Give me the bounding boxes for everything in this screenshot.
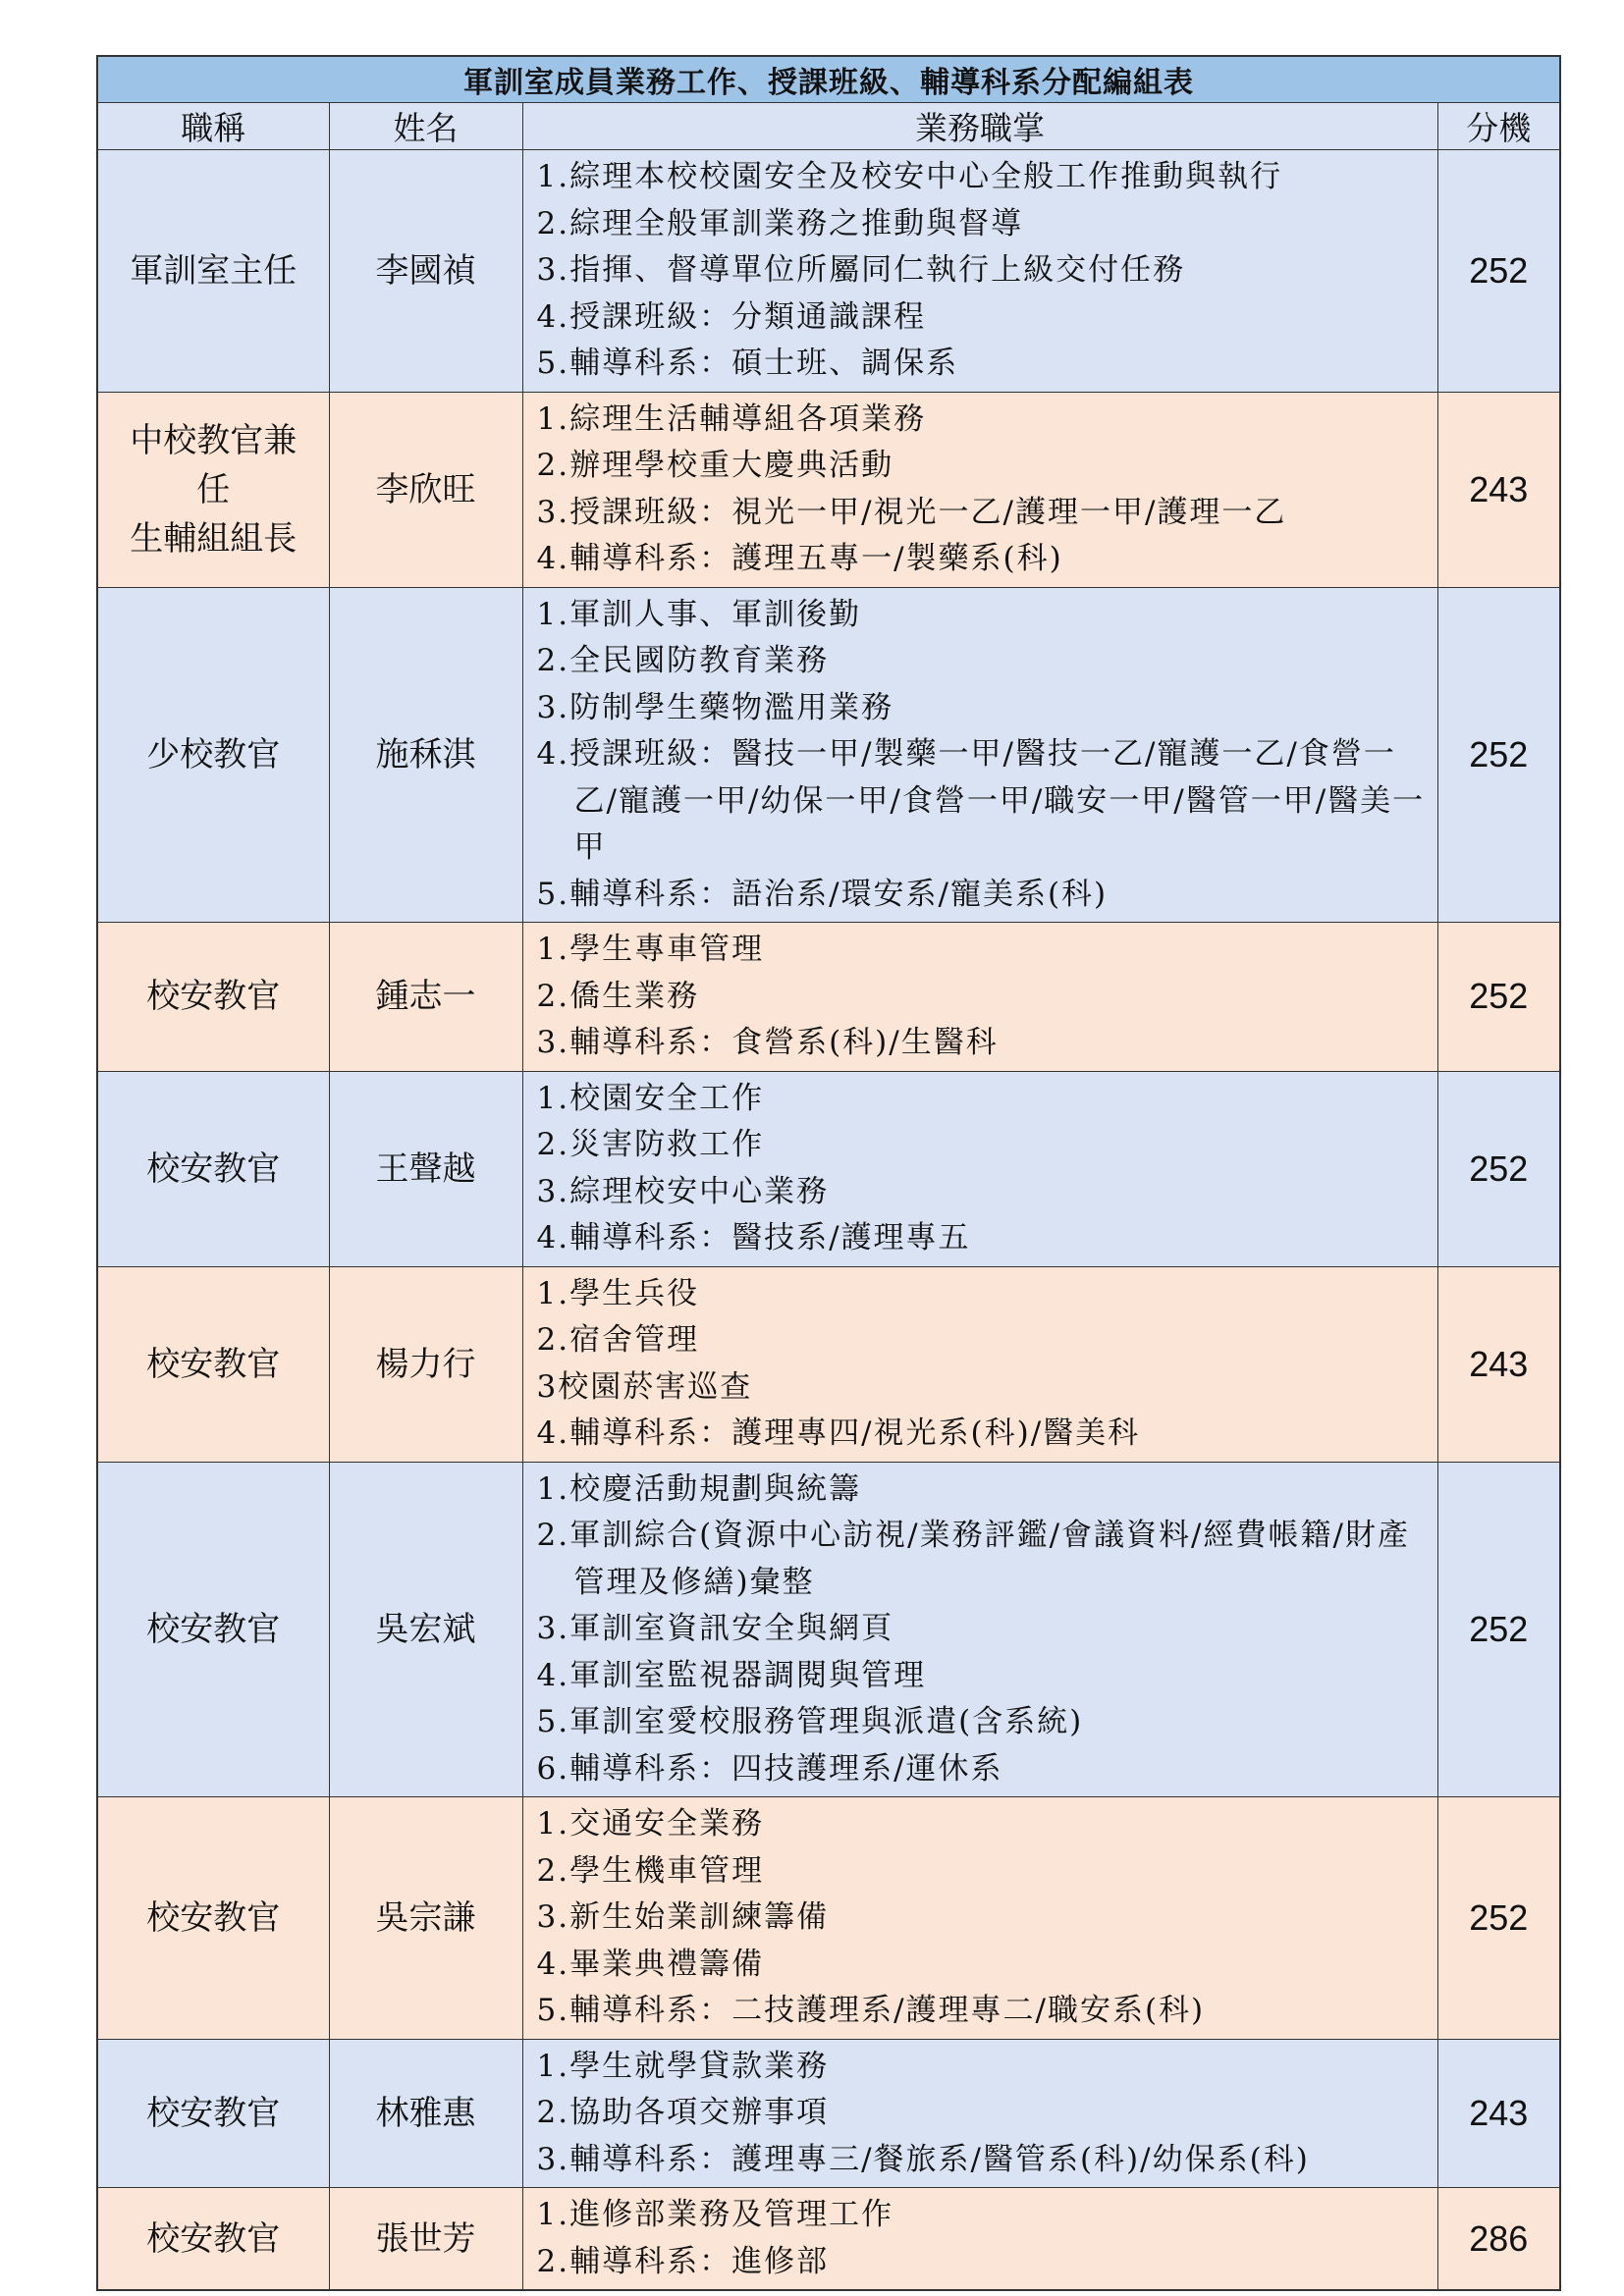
extension-number: 252 xyxy=(1437,1462,1560,1797)
duty-item: 2.宿舍管理 xyxy=(536,1322,700,1358)
duty-item: 2.綜理全般軍訓業務之推動與督導 xyxy=(536,205,1024,241)
extension-number: 286 xyxy=(1437,2188,1560,2291)
staff-name: 鍾志一 xyxy=(329,923,522,1072)
duty-item: 1.綜理生活輔導組各項業務 xyxy=(536,400,927,437)
duty-item: 5.軍訓室愛校服務管理與派遣(含系統) xyxy=(536,1704,1084,1739)
duty-item: 1.校園安全工作 xyxy=(536,1080,765,1116)
job-title-line: 中校教官兼 xyxy=(130,420,298,460)
staff-name: 施秝淇 xyxy=(329,587,522,923)
extension-number: 252 xyxy=(1437,1797,1560,2040)
extension-number: 252 xyxy=(1437,150,1560,393)
job-title-cell xyxy=(97,923,329,1072)
staff-name: 李欣旺 xyxy=(329,392,522,587)
job-title-line: 少校教官 xyxy=(146,734,281,774)
duty-item: 3.綜理校安中心業務 xyxy=(536,1173,830,1209)
duty-item: 3.授課班級：視光一甲/視光一乙/護理一甲/護理一乙 xyxy=(536,494,1287,530)
job-title-line: 校安教官 xyxy=(146,1897,281,1938)
assignment-table xyxy=(96,55,1561,2291)
duty-item: 2.災害防救工作 xyxy=(536,1127,765,1162)
header-ext: 分機 xyxy=(1437,103,1560,150)
duty-item: 1.學生兵役 xyxy=(536,1275,700,1311)
duties-cell xyxy=(522,1797,1437,2040)
job-title-line: 生輔組組長 xyxy=(130,518,298,559)
duty-item: 3.軍訓室資訊安全與網頁 xyxy=(536,1611,894,1646)
staff-name: 李國禎 xyxy=(329,150,522,393)
duty-item: 5.輔導科系：二技護理系/護理專二/職安系(科) xyxy=(536,1993,1206,2028)
duty-item: 1.學生專車管理 xyxy=(536,932,765,967)
header-title: 職稱 xyxy=(97,103,329,150)
duty-item: 3.防制學生藥物濫用業務 xyxy=(536,689,894,725)
job-title-line: 校安教官 xyxy=(146,2093,281,2133)
job-title-cell xyxy=(97,1071,329,1266)
duties-cell xyxy=(522,923,1437,1072)
duty-item: 3校園菸害巡查 xyxy=(536,1368,753,1405)
duty-item: 1.進修部業務及管理工作 xyxy=(536,2197,894,2232)
job-title-cell xyxy=(97,150,329,393)
extension-number: 252 xyxy=(1437,587,1560,923)
duties-cell xyxy=(522,2039,1437,2188)
duties-cell xyxy=(522,1071,1437,1266)
duty-item: 2.僑生業務 xyxy=(536,978,700,1014)
table-row xyxy=(97,1266,1560,1462)
table-row xyxy=(97,587,1560,923)
job-title-line: 校安教官 xyxy=(146,2218,281,2259)
duties-cell xyxy=(522,587,1437,923)
staff-name: 張世芳 xyxy=(329,2188,522,2291)
duty-item: 1.校慶活動規劃與統籌 xyxy=(536,1470,862,1507)
staff-name: 王聲越 xyxy=(329,1071,522,1266)
duties-cell xyxy=(522,392,1437,587)
duty-item: 4.軍訓室監視器調閱與管理 xyxy=(536,1657,927,1693)
extension-number: 243 xyxy=(1437,392,1560,587)
duty-item: 4.輔導科系：醫技系/護理專五 xyxy=(536,1220,971,1255)
staff-name: 吳宏斌 xyxy=(329,1462,522,1797)
duty-item: 5.輔導科系：語治系/環安系/寵美系(科) xyxy=(536,876,1109,912)
duties-cell xyxy=(522,1462,1437,1797)
staff-name: 林雅惠 xyxy=(329,2039,522,2188)
duty-item: 4.輔導科系：護理專四/視光系(科)/醫美科 xyxy=(536,1415,1141,1451)
duties-cell xyxy=(522,1266,1437,1462)
table-row xyxy=(97,1797,1560,2040)
job-title-cell xyxy=(97,2188,329,2291)
job-title-cell xyxy=(97,1266,329,1462)
duty-item: 1.學生就學貸款業務 xyxy=(536,2048,830,2084)
table-body xyxy=(97,150,1560,2291)
staff-name: 吳宗謙 xyxy=(329,1797,522,2040)
table-row xyxy=(97,2039,1560,2188)
duty-item: 2.輔導科系：進修部 xyxy=(536,2243,830,2279)
table-row xyxy=(97,1071,1560,1266)
duty-item: 3.指揮、督導單位所屬同仁執行上級交付任務 xyxy=(536,252,1186,288)
header-row xyxy=(97,103,1560,150)
extension-number: 243 xyxy=(1437,1266,1560,1462)
duty-item: 2.學生機車管理 xyxy=(536,1852,765,1889)
extension-number: 252 xyxy=(1437,923,1560,1072)
header-duties: 業務職掌 xyxy=(522,103,1437,150)
duty-item: 4.授課班級：分類通識課程 xyxy=(536,298,927,335)
duties-cell xyxy=(522,2188,1437,2291)
job-title-line: 軍訓室主任 xyxy=(130,250,298,291)
duty-item: 2.辦理學校重大慶典活動 xyxy=(536,448,894,483)
job-title-cell xyxy=(97,392,329,587)
header-name: 姓名 xyxy=(329,103,522,150)
duty-item: 4.輔導科系：護理五專一/製藥系(科) xyxy=(536,541,1063,576)
table-row xyxy=(97,2188,1560,2291)
duty-item: 1.軍訓人事、軍訓後勤 xyxy=(536,596,862,632)
job-title-line: 校安教官 xyxy=(146,977,281,1017)
duty-item: 3.輔導科系：護理專三/餐旅系/醫管系(科)/幼保系(科) xyxy=(536,2141,1310,2177)
duty-item: 2.協助各項交辦事項 xyxy=(536,2095,830,2130)
duty-item: 2.全民國防教育業務 xyxy=(536,643,830,678)
job-title-line: 校安教官 xyxy=(146,1344,281,1384)
staff-name: 楊力行 xyxy=(329,1266,522,1462)
duty-item: 3.輔導科系：食營系(科)/生醫科 xyxy=(536,1025,999,1060)
table-row xyxy=(97,923,1560,1072)
duty-item: 2.軍訓綜合(資源中心訪視/業務評鑑/會議資料/經費帳籍/財產管理及修繕)彙整 xyxy=(536,1518,1410,1600)
duty-item: 3.新生始業訓練籌備 xyxy=(536,1899,830,1935)
duties-cell xyxy=(522,150,1437,393)
extension-number: 252 xyxy=(1437,1071,1560,1266)
table-row xyxy=(97,1462,1560,1797)
table-row xyxy=(97,392,1560,587)
duty-item: 4.授課班級：醫技一甲/製藥一甲/醫技一乙/寵護一乙/食營一乙/寵護一甲/幼保一甲/食營一甲/職安一甲/醫管一甲/醫美一甲 xyxy=(536,736,1426,865)
job-title-cell xyxy=(97,587,329,923)
duty-item: 6.輔導科系：四技護理系/運休系 xyxy=(536,1750,1003,1787)
job-title-cell xyxy=(97,1797,329,2040)
job-title-cell xyxy=(97,1462,329,1797)
job-title-line: 校安教官 xyxy=(146,1609,281,1649)
extension-number: 243 xyxy=(1437,2039,1560,2188)
duty-item: 4.畢業典禮籌備 xyxy=(536,1946,765,1982)
table-title: 軍訓室成員業務工作、授課班級、輔導科系分配編組表 xyxy=(97,56,1560,103)
duty-item: 1.交通安全業務 xyxy=(536,1806,765,1842)
job-title-line: 任 xyxy=(196,469,231,509)
duty-item: 1.綜理本校校園安全及校安中心全般工作推動與執行 xyxy=(536,159,1283,194)
job-title-cell xyxy=(97,2039,329,2188)
job-title-line: 校安教官 xyxy=(146,1148,281,1189)
duty-item: 5.輔導科系：碩士班、調保系 xyxy=(536,346,959,381)
table-row xyxy=(97,150,1560,393)
